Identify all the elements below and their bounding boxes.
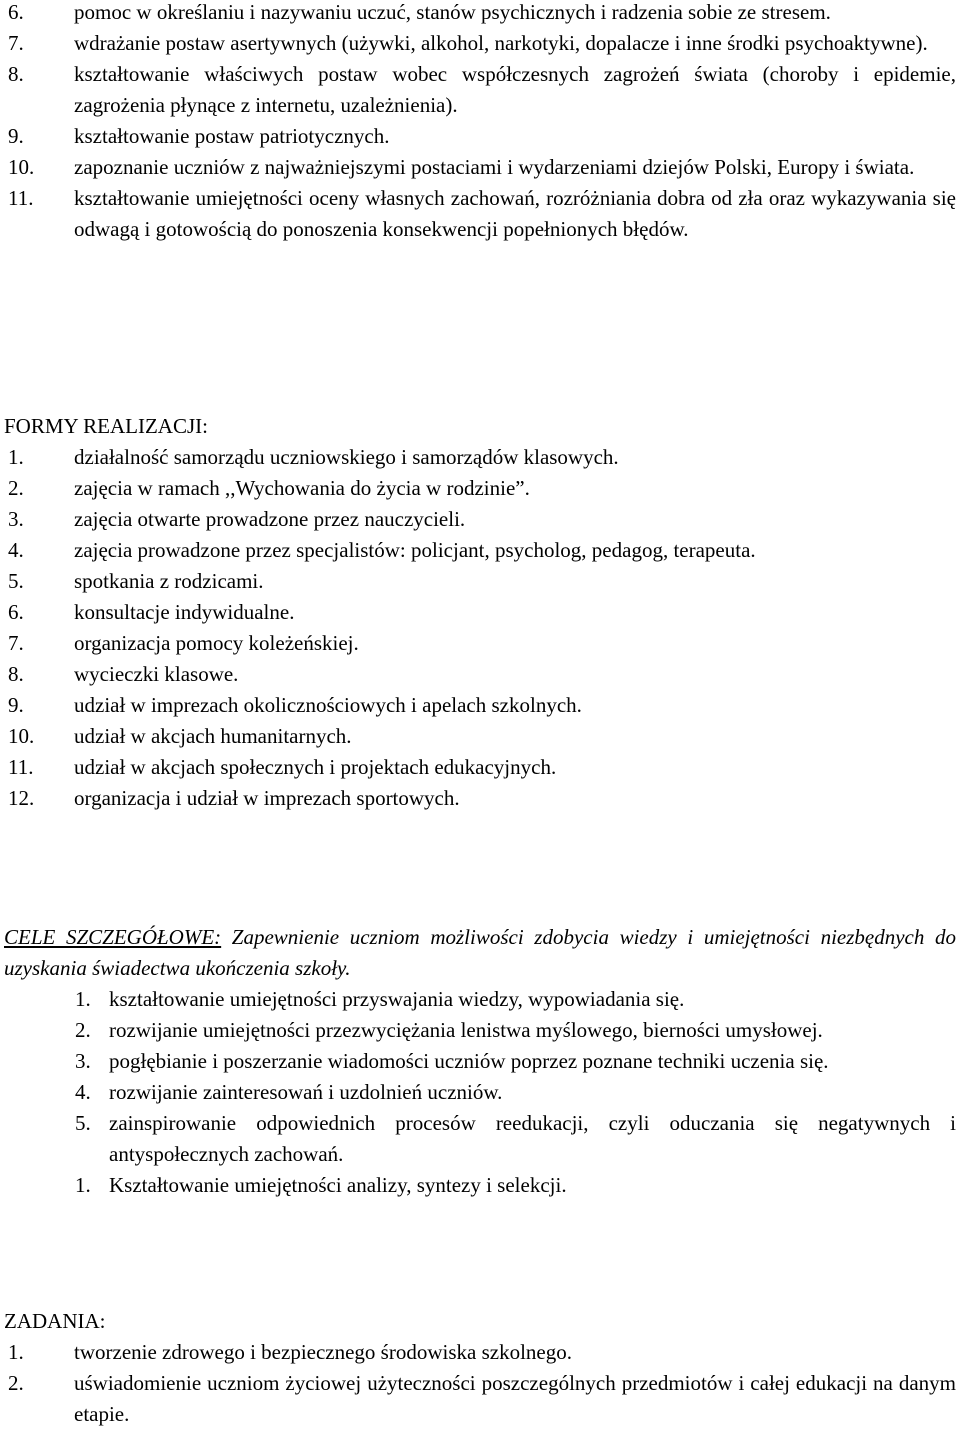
list-text: kształtowanie postaw patriotycznych. bbox=[74, 124, 390, 148]
list-text: pogłębianie i poszerzanie wiadomości uczniów poprzez poznane techniki uczenia się. bbox=[109, 1049, 829, 1073]
list-number: 8. bbox=[8, 62, 24, 86]
list-item bbox=[8, 504, 956, 535]
list-number: 2. bbox=[8, 1371, 24, 1395]
list-text: zajęcia otwarte prowadzone przez nauczycieli. bbox=[74, 507, 466, 531]
list-number: 2. bbox=[8, 476, 24, 500]
list-number: 1. bbox=[75, 987, 91, 1011]
list-text: rozwijanie zainteresowań i uzdolnień uczniów. bbox=[109, 1080, 503, 1104]
list-text: organizacja i udział w imprezach sportowych. bbox=[74, 786, 460, 810]
list-item bbox=[8, 121, 956, 152]
list-number: 2. bbox=[75, 1018, 91, 1042]
list-text: Kształtowanie umiejętności analizy, syntezy i selekcji. bbox=[109, 1173, 567, 1197]
list-item bbox=[75, 1077, 956, 1108]
detailed-goals-label: CELE SZCZEGÓŁOWE: bbox=[4, 925, 222, 949]
list-text: udział w imprezach okolicznościowych i apelach szkolnych. bbox=[74, 693, 582, 717]
list-item bbox=[75, 984, 956, 1015]
list-text: uświadomienie uczniom życiowej użyteczności poszczególnych przedmiotów i całej edukacji na danym etapie. bbox=[74, 1371, 956, 1426]
list-item bbox=[8, 442, 956, 473]
list-text: zajęcia w ramach ,,Wychowania do życia w rodzinie”. bbox=[74, 476, 530, 500]
list-item bbox=[8, 59, 956, 121]
list-item bbox=[8, 721, 956, 752]
list-text: zapoznanie uczniów z najważniejszymi postaciami i wydarzeniami dziejów Polski, Europy i świata. bbox=[74, 155, 915, 179]
list-number: 1. bbox=[75, 1173, 91, 1197]
list-text: kształtowanie właściwych postaw wobec współczesnych zagrożeń świata (choroby i epidemie, zagrożenia płynące z internetu, uzależnienia). bbox=[74, 62, 956, 117]
list-number: 4. bbox=[8, 538, 24, 562]
list-number: 6. bbox=[8, 600, 24, 624]
list-text: kształtowanie umiejętności przyswajania wiedzy, wypowiadania się. bbox=[109, 987, 685, 1011]
list-item bbox=[8, 628, 956, 659]
list-number: 9. bbox=[8, 124, 24, 148]
list-text: kształtowanie umiejętności oceny własnych zachowań, rozróżniania dobra od zła oraz wykazywania się odwagą i gotowością do ponoszenia konsekwencji popełnionych błędów. bbox=[74, 186, 956, 241]
list-text: zainspirowanie odpowiednich procesów reedukacji, czyli oduczania się negatywnych i antyspołecznych zachowań. bbox=[109, 1111, 956, 1166]
list-item bbox=[8, 28, 956, 59]
list-number: 10. bbox=[8, 155, 35, 179]
list-item bbox=[8, 473, 956, 504]
tasks-heading: ZADANIA: bbox=[4, 1309, 106, 1333]
detailed-goals-intro bbox=[0, 922, 960, 984]
list-text: wycieczki klasowe. bbox=[74, 662, 239, 686]
list-item bbox=[8, 535, 956, 566]
list-item bbox=[8, 659, 956, 690]
list-text: działalność samorządu uczniowskiego i samorządów klasowych. bbox=[74, 445, 619, 469]
list-item bbox=[75, 1108, 956, 1170]
list-item bbox=[8, 690, 956, 721]
list-number: 3. bbox=[75, 1049, 91, 1073]
list-number: 8. bbox=[8, 662, 24, 686]
detailed-goals-section bbox=[0, 922, 960, 1201]
list-text: tworzenie zdrowego i bezpiecznego środowiska szkolnego. bbox=[74, 1340, 572, 1364]
list-number: 6. bbox=[8, 0, 24, 24]
list-item bbox=[8, 1368, 956, 1430]
list-item bbox=[8, 183, 956, 245]
list-text: udział w akcjach społecznych i projektach edukacyjnych. bbox=[74, 755, 557, 779]
forms-section bbox=[0, 411, 960, 814]
list-number: 9. bbox=[8, 693, 24, 717]
list-item bbox=[8, 566, 956, 597]
list-number: 5. bbox=[75, 1111, 91, 1135]
list-item bbox=[8, 783, 956, 814]
list-number: 11. bbox=[8, 755, 34, 779]
list-number: 3. bbox=[8, 507, 24, 531]
list-item bbox=[8, 152, 956, 183]
goals-list-continued bbox=[0, 0, 960, 245]
list-number: 7. bbox=[8, 631, 24, 655]
list-text: udział w akcjach humanitarnych. bbox=[74, 724, 352, 748]
list-item bbox=[8, 1337, 956, 1368]
detailed-goals-text: Zapewnienie uczniom możliwości zdobycia wiedzy i umiejętności niezbędnych do uzyskania świadectwa ukończenia szkoły. bbox=[4, 925, 956, 980]
list-text: organizacja pomocy koleżeńskiej. bbox=[74, 631, 359, 655]
list-number: 1. bbox=[8, 1340, 24, 1364]
list-item bbox=[75, 1046, 956, 1077]
list-number: 11. bbox=[8, 186, 34, 210]
list-text: pomoc w określaniu i nazywaniu uczuć, stanów psychicznych i radzenia sobie ze stresem. bbox=[74, 0, 831, 24]
list-item bbox=[75, 1015, 956, 1046]
list-text: zajęcia prowadzone przez specjalistów: policjant, psycholog, pedagog, terapeuta. bbox=[74, 538, 756, 562]
list-item bbox=[8, 597, 956, 628]
list-number: 12. bbox=[8, 786, 35, 810]
forms-heading: FORMY REALIZACJI: bbox=[4, 414, 208, 438]
list-number: 10. bbox=[8, 724, 35, 748]
list-text: wdrażanie postaw asertywnych (używki, alkohol, narkotyki, dopalacze i inne środki psychoaktywne). bbox=[74, 31, 928, 55]
list-item bbox=[8, 752, 956, 783]
list-number: 7. bbox=[8, 31, 24, 55]
list-text: konsultacje indywidualne. bbox=[74, 600, 295, 624]
list-number: 1. bbox=[8, 445, 24, 469]
list-number: 4. bbox=[75, 1080, 91, 1104]
tasks-section bbox=[0, 1306, 960, 1430]
list-item bbox=[75, 1170, 956, 1201]
list-number: 5. bbox=[8, 569, 24, 593]
list-text: rozwijanie umiejętności przezwyciężania lenistwa myślowego, bierności umysłowej. bbox=[109, 1018, 823, 1042]
list-item bbox=[8, 0, 956, 28]
list-text: spotkania z rodzicami. bbox=[74, 569, 264, 593]
